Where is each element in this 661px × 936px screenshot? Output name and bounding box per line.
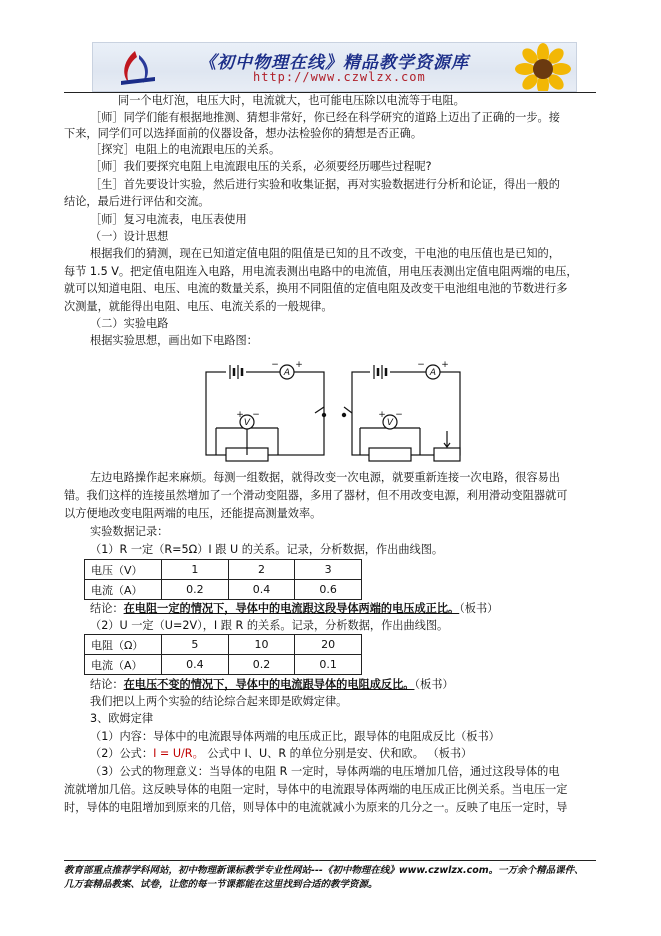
banner-title: 《初中物理在线》精品教学资源库 (199, 53, 469, 73)
table-cell: 0.2 (228, 655, 295, 675)
ammeter-label-right: A (429, 368, 437, 378)
paragraph-line: 下来，同学们可以选择面前的仪器设备，想办法检验你的猜想是否正确。 (64, 127, 423, 140)
svg-text:+: + (295, 360, 303, 370)
table-row (85, 560, 362, 580)
paragraph-line: （1）R 一定（R=5Ω）I 跟 U 的关系。记录，分析数据，作出曲线图。 (90, 543, 444, 556)
svg-text:+: + (441, 360, 449, 370)
svg-text:+: + (236, 410, 244, 420)
conclusion-1: 结论：在电阻一定的情况下，导体中的电流跟这段导体两端的电压成正比。（板书） (90, 602, 499, 615)
conclusion-2: 结论：在电压不变的情况下，导体中的电流跟导体的电阻成反比。（板书） (90, 678, 454, 691)
table-cell: 2 (228, 560, 295, 580)
svg-text:−: − (252, 410, 260, 420)
paragraph-line: ［师］复习电流表，电压表使用 (90, 213, 247, 226)
table-cell: 0.4 (162, 655, 229, 675)
paragraph-line: （2）U 一定（U=2V），I 跟 R 的关系。记录，分析数据，作出曲线图。 (90, 619, 449, 632)
table-cell: 5 (162, 635, 229, 655)
table-cell: 1 (162, 560, 229, 580)
formula-line: （2）公式：I = U/R。 公式中 I、U、R 的单位分别是安、伏和欧。 （板书） (90, 747, 473, 760)
paragraph-line: （3）公式的物理意义：当导体的电阻 R 一定时，导体两端的电压增加几倍，通过这段导体的电 (90, 765, 560, 778)
paragraph-line: 每节 1.5 V。把定值电阻连入电路，用电流表测出电路中的电流值，用电压表测出定值电阻两端的电压， (64, 265, 578, 278)
table-cell: 0.6 (295, 580, 362, 600)
paragraph-line: 次测量，就能得出电阻、电压、电流关系的一般规律。 (64, 300, 333, 313)
footer-line-2: 几万套精品教案、试卷，让您的每一节课都能在这里找到合适的教学资源。 (64, 879, 378, 890)
table-cell: 电压（V） (85, 560, 162, 580)
voltage-current-table (84, 559, 362, 600)
table-cell: 3 (295, 560, 362, 580)
voltmeter-label-left: V (243, 418, 251, 428)
svg-text:−: − (417, 360, 425, 370)
paragraph-line: ［师］我们要探究电阻上电流跟电压的关系，必须要经历哪些过程呢? (90, 160, 432, 173)
svg-text:+: + (378, 410, 386, 420)
section-heading: （二）实验电路 (90, 317, 169, 330)
paragraph-line: 结论，最后进行评估和交流。 (64, 195, 210, 208)
paragraph-line: 根据我们的猜测，现在已知道定值电阻的阻值是已知的且不改变，干电池的电压值也是已知的， (90, 247, 560, 260)
resistance-current-table (84, 634, 362, 675)
section-heading: （一）设计思想 (90, 230, 169, 243)
section-heading: 3、欧姆定律 (90, 712, 154, 725)
table-cell: 电阻（Ω） (85, 635, 162, 655)
table-cell: 0.4 (228, 580, 295, 600)
svg-text:−: − (395, 410, 403, 420)
paragraph-line: 时，导体的电阻增加到原来的几倍，则导体中的电流就减小为原来的几分之一。反映了电压一定时，导 (64, 801, 568, 814)
footer-line-1: 教育部重点推荐学科网站，初中物理新课标教学专业性网站---《初中物理在线》www.czwlzx.com。一万余个精品课件、 (64, 865, 584, 876)
voltmeter-label-right: V (386, 418, 394, 428)
paragraph-line: ［师］同学们能有根据地推测、猜想非常好，你已经在科学研究的道路上迈出了正确的一步。接 (90, 111, 560, 124)
paragraph-line: 我们把以上两个实验的结论综合起来即是欧姆定律。 (90, 695, 348, 708)
paragraph-line: 同一个电灯泡，电压大时，电流就大，也可能电压除以电流等于电阻。 (118, 94, 465, 107)
table-cell: 电流（A） (85, 580, 162, 600)
header-banner (92, 42, 577, 92)
paragraph-line: 以方便地改变电阻两端的电压，还能提高测量效率。 (64, 507, 322, 520)
footer-rule (64, 860, 596, 861)
paragraph-line: 根据实验思想，画出如下电路图： (90, 334, 258, 347)
paragraph-line: 左边电路操作起来麻烦。每测一组数据，就得改变一次电源，就要重新连接一次电路，很容易出 (90, 471, 560, 484)
table-cell: 20 (295, 635, 362, 655)
table-row (85, 655, 362, 675)
banner-url: http://www.czwlzx.com (253, 70, 426, 84)
paragraph-line: ［探究］电阻上的电流跟电压的关系。 (90, 143, 281, 156)
table-row (85, 635, 362, 655)
table-row (85, 580, 362, 600)
svg-text:−: − (271, 360, 279, 370)
sunflower-icon (511, 43, 575, 91)
table-cell: 0.2 (162, 580, 229, 600)
table-cell: 10 (228, 635, 295, 655)
paragraph-line: （1）内容：导体中的电流跟导体两端的电压成正比，跟导体的电阻成反比（板书） (90, 730, 500, 743)
paragraph-line: ［生］首先要设计实验，然后进行实验和收集证据，再对实验数据进行分析和论证，得出一般的 (90, 178, 560, 191)
site-logo-icon (115, 47, 159, 87)
paragraph-line: 就可以知道电阻、电压、电流的数量关系，换用不同阻值的定值电阻及改变干电池组电池的节数进行多 (64, 282, 568, 295)
ammeter-label-left: A (283, 368, 291, 378)
paragraph-line: 错。我们这样的连接虽然增加了一个滑动变阻器，多用了器材，但不用改变电源，利用滑动变阻器就可 (64, 489, 568, 502)
paragraph-line: 流就增加几倍。这反映导体的电阻一定时，导体中的电流跟导体两端的电压成正比例关系。当电压一定 (64, 783, 568, 796)
paragraph-line: 实验数据记录： (90, 525, 169, 538)
circuit-diagram (196, 355, 476, 465)
table-cell: 电流（A） (85, 655, 162, 675)
table-cell: 0.1 (295, 655, 362, 675)
